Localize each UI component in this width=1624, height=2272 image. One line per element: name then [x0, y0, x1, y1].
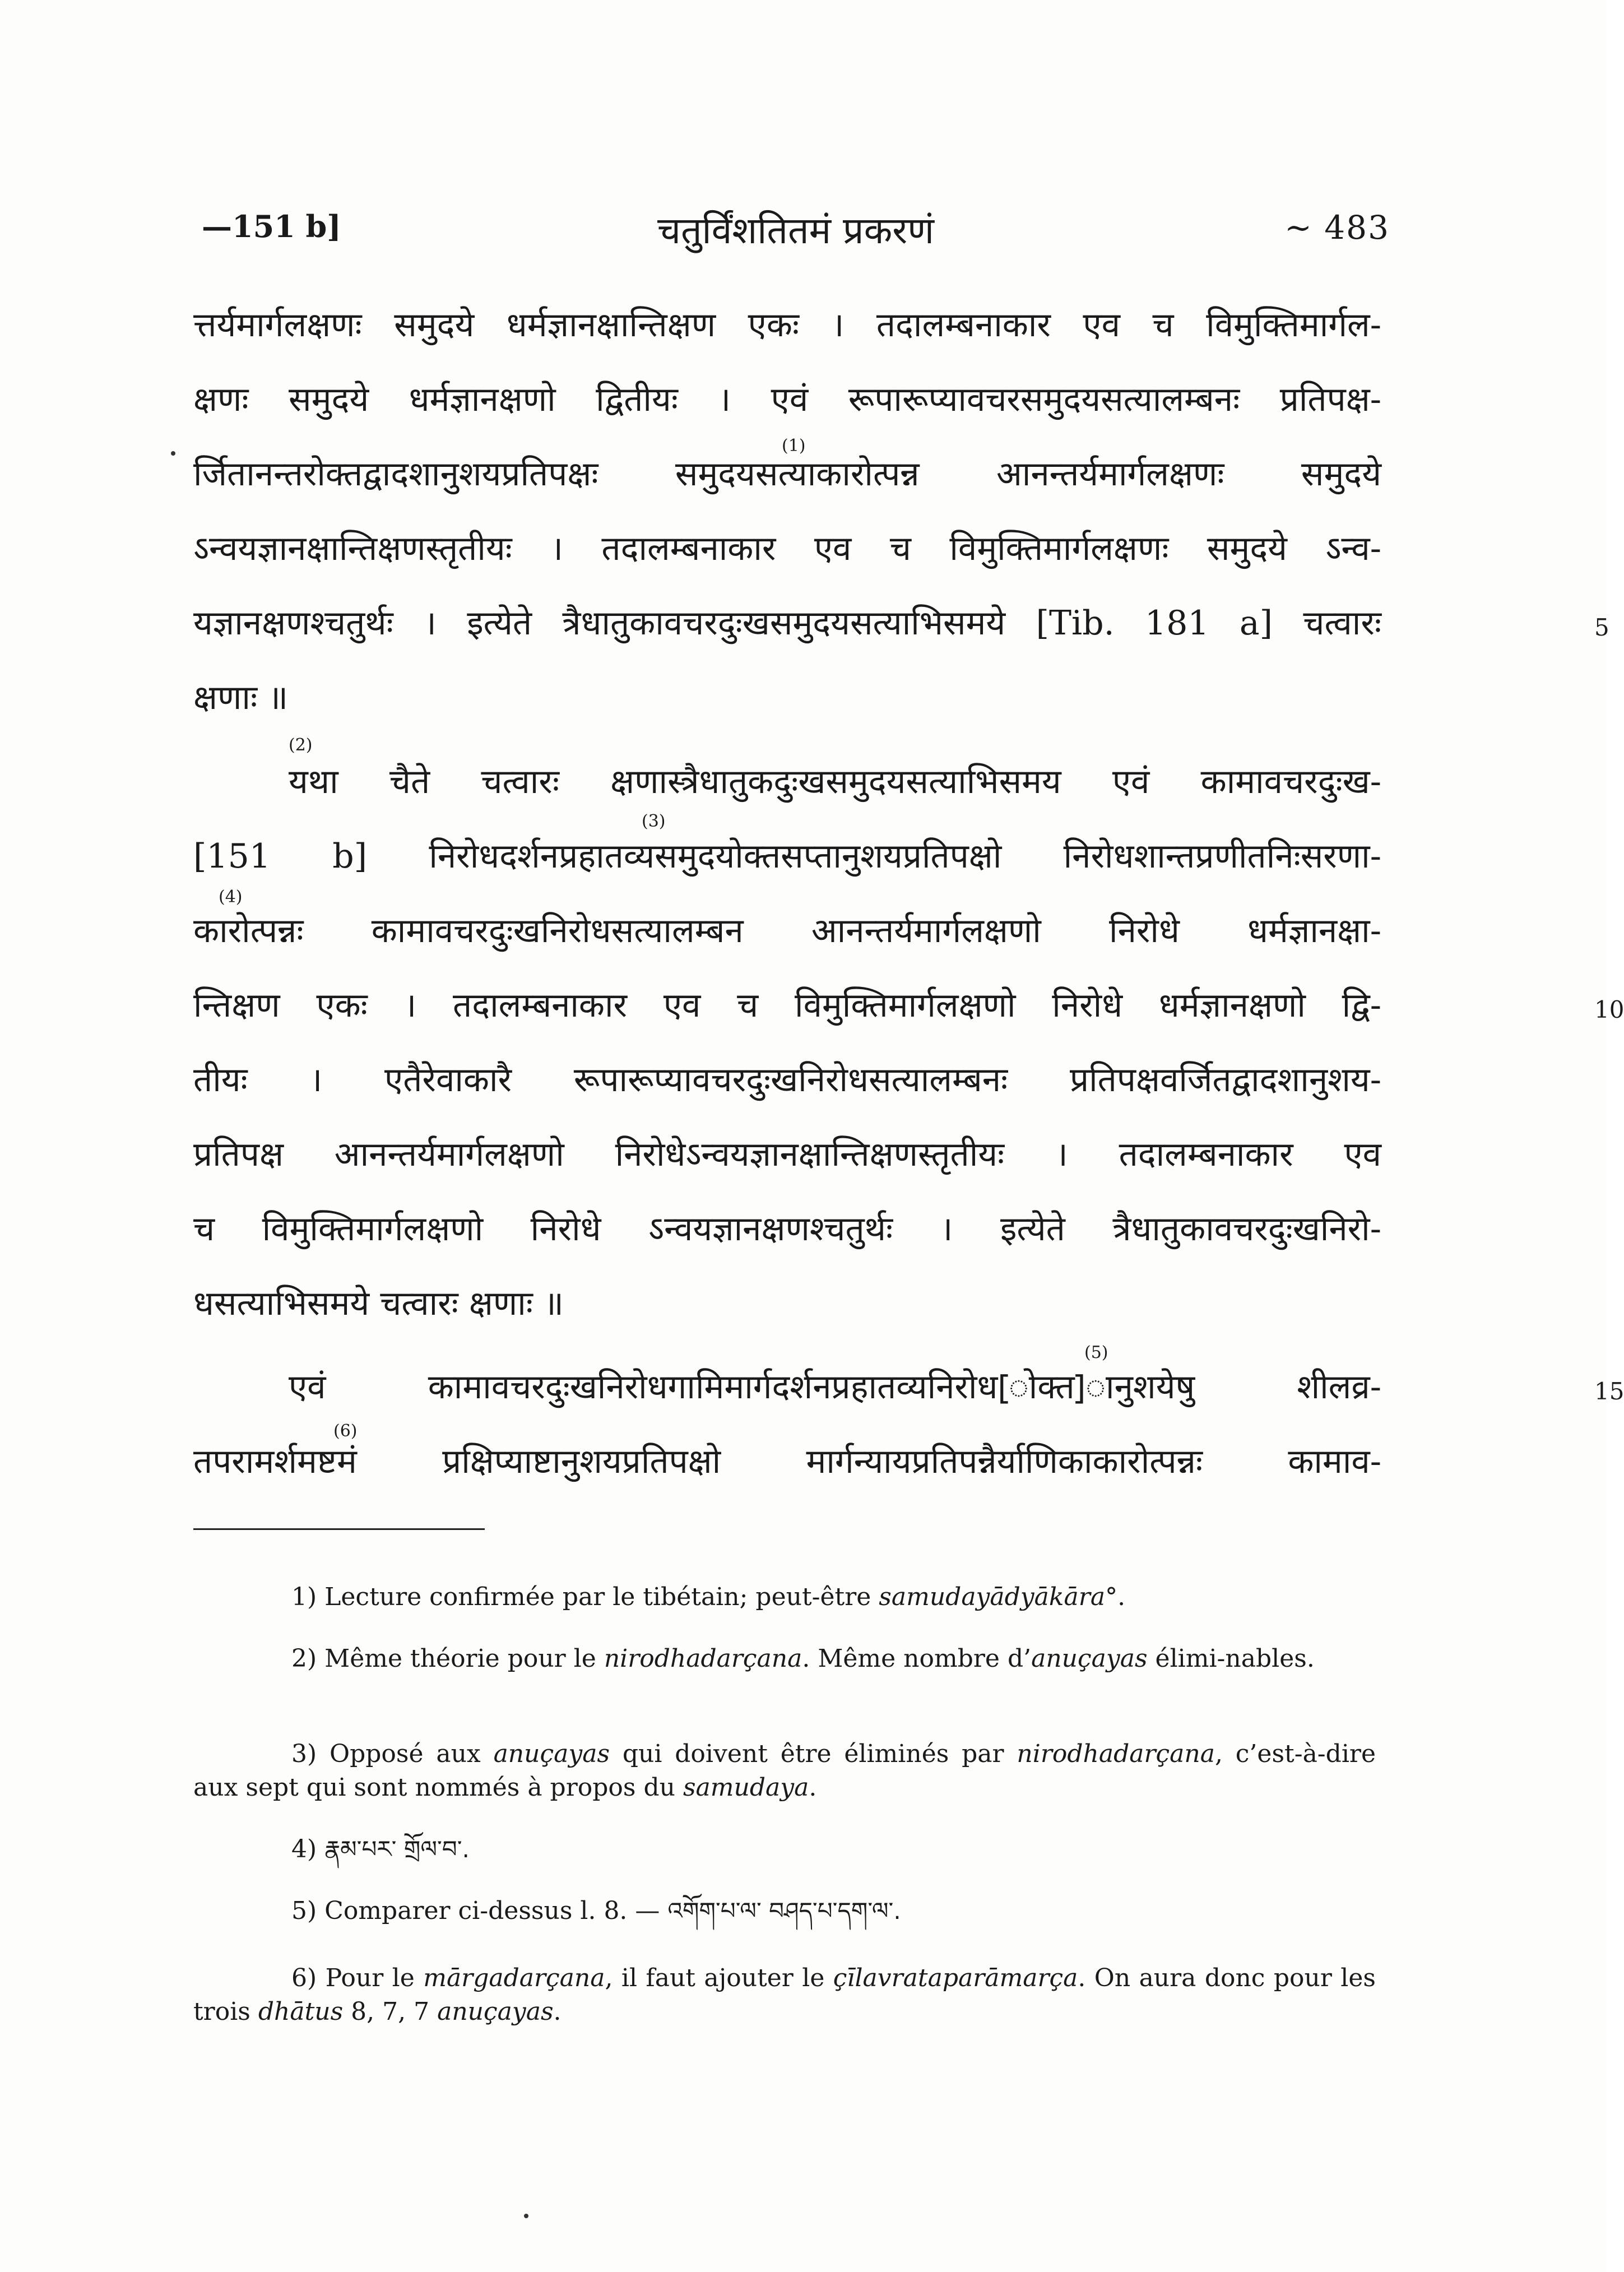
line-number: 15 — [1594, 1378, 1624, 1405]
footnote-marker: (5) — [1084, 1343, 1108, 1362]
stray-mark — [171, 451, 175, 456]
tibetan-text: རྣམ་པར་ གྲོལ་བ་. — [324, 1835, 470, 1863]
running-header — [202, 208, 1390, 259]
footnote-5: 5) Comparer ci-dessus l. 8. — འགོག་པ་ལ་ བཤད་པ་དག་ལ་. — [291, 1897, 901, 1925]
footnote-6: 6) Pour le mārgadarçana, il faut ajouter le çīlavrataparāmarça. On aura donc pour les trois dhātus 8, 7, 7 anuçayas. — [193, 1964, 1376, 2026]
text-line: तीयः । एतैरेवाकारै रूपारूप्यावचरदुःखनिरोधसत्यालम्बनः प्रतिपक्षवर्जितद्वादशानुशय- — [193, 1060, 1381, 1100]
text-line: न्तिक्षण एकः । तदालम्बनाकार एव च विमुक्तिमार्गलक्षणो निरोधे धर्मज्ञानक्षणो द्वि- — [193, 986, 1381, 1025]
text-line: र्जितानन्तरोक्तद्वादशानुशयप्रतिपक्षः समुदयसत्याकारोत्पन्न आनन्तर्यमार्गलक्षणः समुदये — [193, 455, 1381, 494]
footnote-3: 3) Opposé aux anuçayas qui doivent être éliminés par nirodhadarçana, c’est-à-dire aux sept qui sont nommés à propos du samudaya. — [193, 1740, 1376, 1802]
text-line: [151 b] निरोधदर्शनप्रहातव्यसमुदयोक्तसप्तानुशयप्रतिपक्षो निरोधशान्तप्रणीतनिःसरणा- — [193, 837, 1381, 876]
footnote-marker: (4) — [219, 887, 243, 907]
text-line: कारोत्पन्नः कामावचरदुःखनिरोधसत्यालम्बन आनन्तर्यमार्गलक्षणो निरोधे धर्मज्ञानक्षा- — [193, 911, 1381, 950]
tibetan-text: འགོག་པ་ལ་ བཤད་པ་དག་ལ་. — [667, 1897, 901, 1925]
text-line: क्षणः समुदये धर्मज्ञानक्षणो द्वितीयः । एवं रूपारूप्यावचरसमुदयसत्यालम्बनः प्रतिपक्ष- — [193, 380, 1381, 419]
text-line: यथा चैते चत्वारः क्षणास्त्रैधातुकदुःखसमुदयसत्याभिसमय एवं कामावचरदुःख- — [289, 762, 1381, 801]
footnote-marker: (6) — [333, 1421, 358, 1441]
line-number: 5 — [1594, 614, 1609, 641]
text-line: तपरामर्शमष्टमं प्रक्षिप्याष्टानुशयप्रतिपक्षो मार्गन्यायप्रतिपन्नैर्याणिकाकारोत्पन्नः कामाव- — [193, 1442, 1381, 1481]
header-section-ref: —151 b] — [202, 208, 341, 244]
text-line: धसत्याभिसमये चत्वारः क्षणाः ॥ — [193, 1284, 564, 1323]
footnote-marker: (3) — [642, 812, 666, 831]
text-line: च विमुक्तिमार्गलक्षणो निरोधे ऽन्वयज्ञानक्षणश्चतुर्थः । इत्येते त्रैधातुकावचरदुःखनिरो- — [193, 1209, 1381, 1249]
footnote-2: 2) Même théorie pour le nirodhadarçana. Même nombre d’anuçayas élimi-nables. — [291, 1644, 1315, 1673]
header-chapter-title: चतुर्विंशतितमं प्रकरणं — [657, 209, 934, 252]
page-number: ~ 483 — [1284, 208, 1390, 247]
footnote-rule — [193, 1528, 485, 1530]
text-line: एवं कामावचरदुःखनिरोधगामिमार्गदर्शनप्रहातव्यनिरोध[ोक्त]ानुशयेषु शीलव्र- — [289, 1367, 1381, 1407]
footnote-marker: (1) — [782, 436, 806, 456]
line-number: 10 — [1594, 996, 1624, 1023]
text-line: क्षणाः ॥ — [193, 678, 289, 717]
text-line: त्तर्यमार्गलक्षणः समुदये धर्मज्ञानक्षान्तिक्षण एकः । तदालम्बनाकार एव च विमुक्तिमार्गल- — [193, 305, 1381, 345]
stray-mark — [524, 2214, 528, 2218]
footnote-1: 1) Lecture confirmée par le tibétain; peut-être samudayādyākāra°. — [291, 1583, 1126, 1611]
text-line: ऽन्वयज्ञानक्षान्तिक्षणस्तृतीयः । तदालम्बनाकार एव च विमुक्तिमार्गलक्षणः समुदये ऽन्व- — [193, 529, 1381, 568]
text-line: प्रतिपक्ष आनन्तर्यमार्गलक्षणो निरोधेऽन्वयज्ञानक्षान्तिक्षणस्तृतीयः । तदालम्बनाकार एव — [193, 1135, 1381, 1174]
text-line: यज्ञानक्षणश्चतुर्थः । इत्येते त्रैधातुकावचरदुःखसमुदयसत्याभिसमये [Tib. 181 a] चत्वारः — [193, 604, 1381, 643]
footnote-marker: (2) — [289, 735, 313, 755]
footnote-4: 4) རྣམ་པར་ གྲོལ་བ་. — [291, 1835, 470, 1863]
